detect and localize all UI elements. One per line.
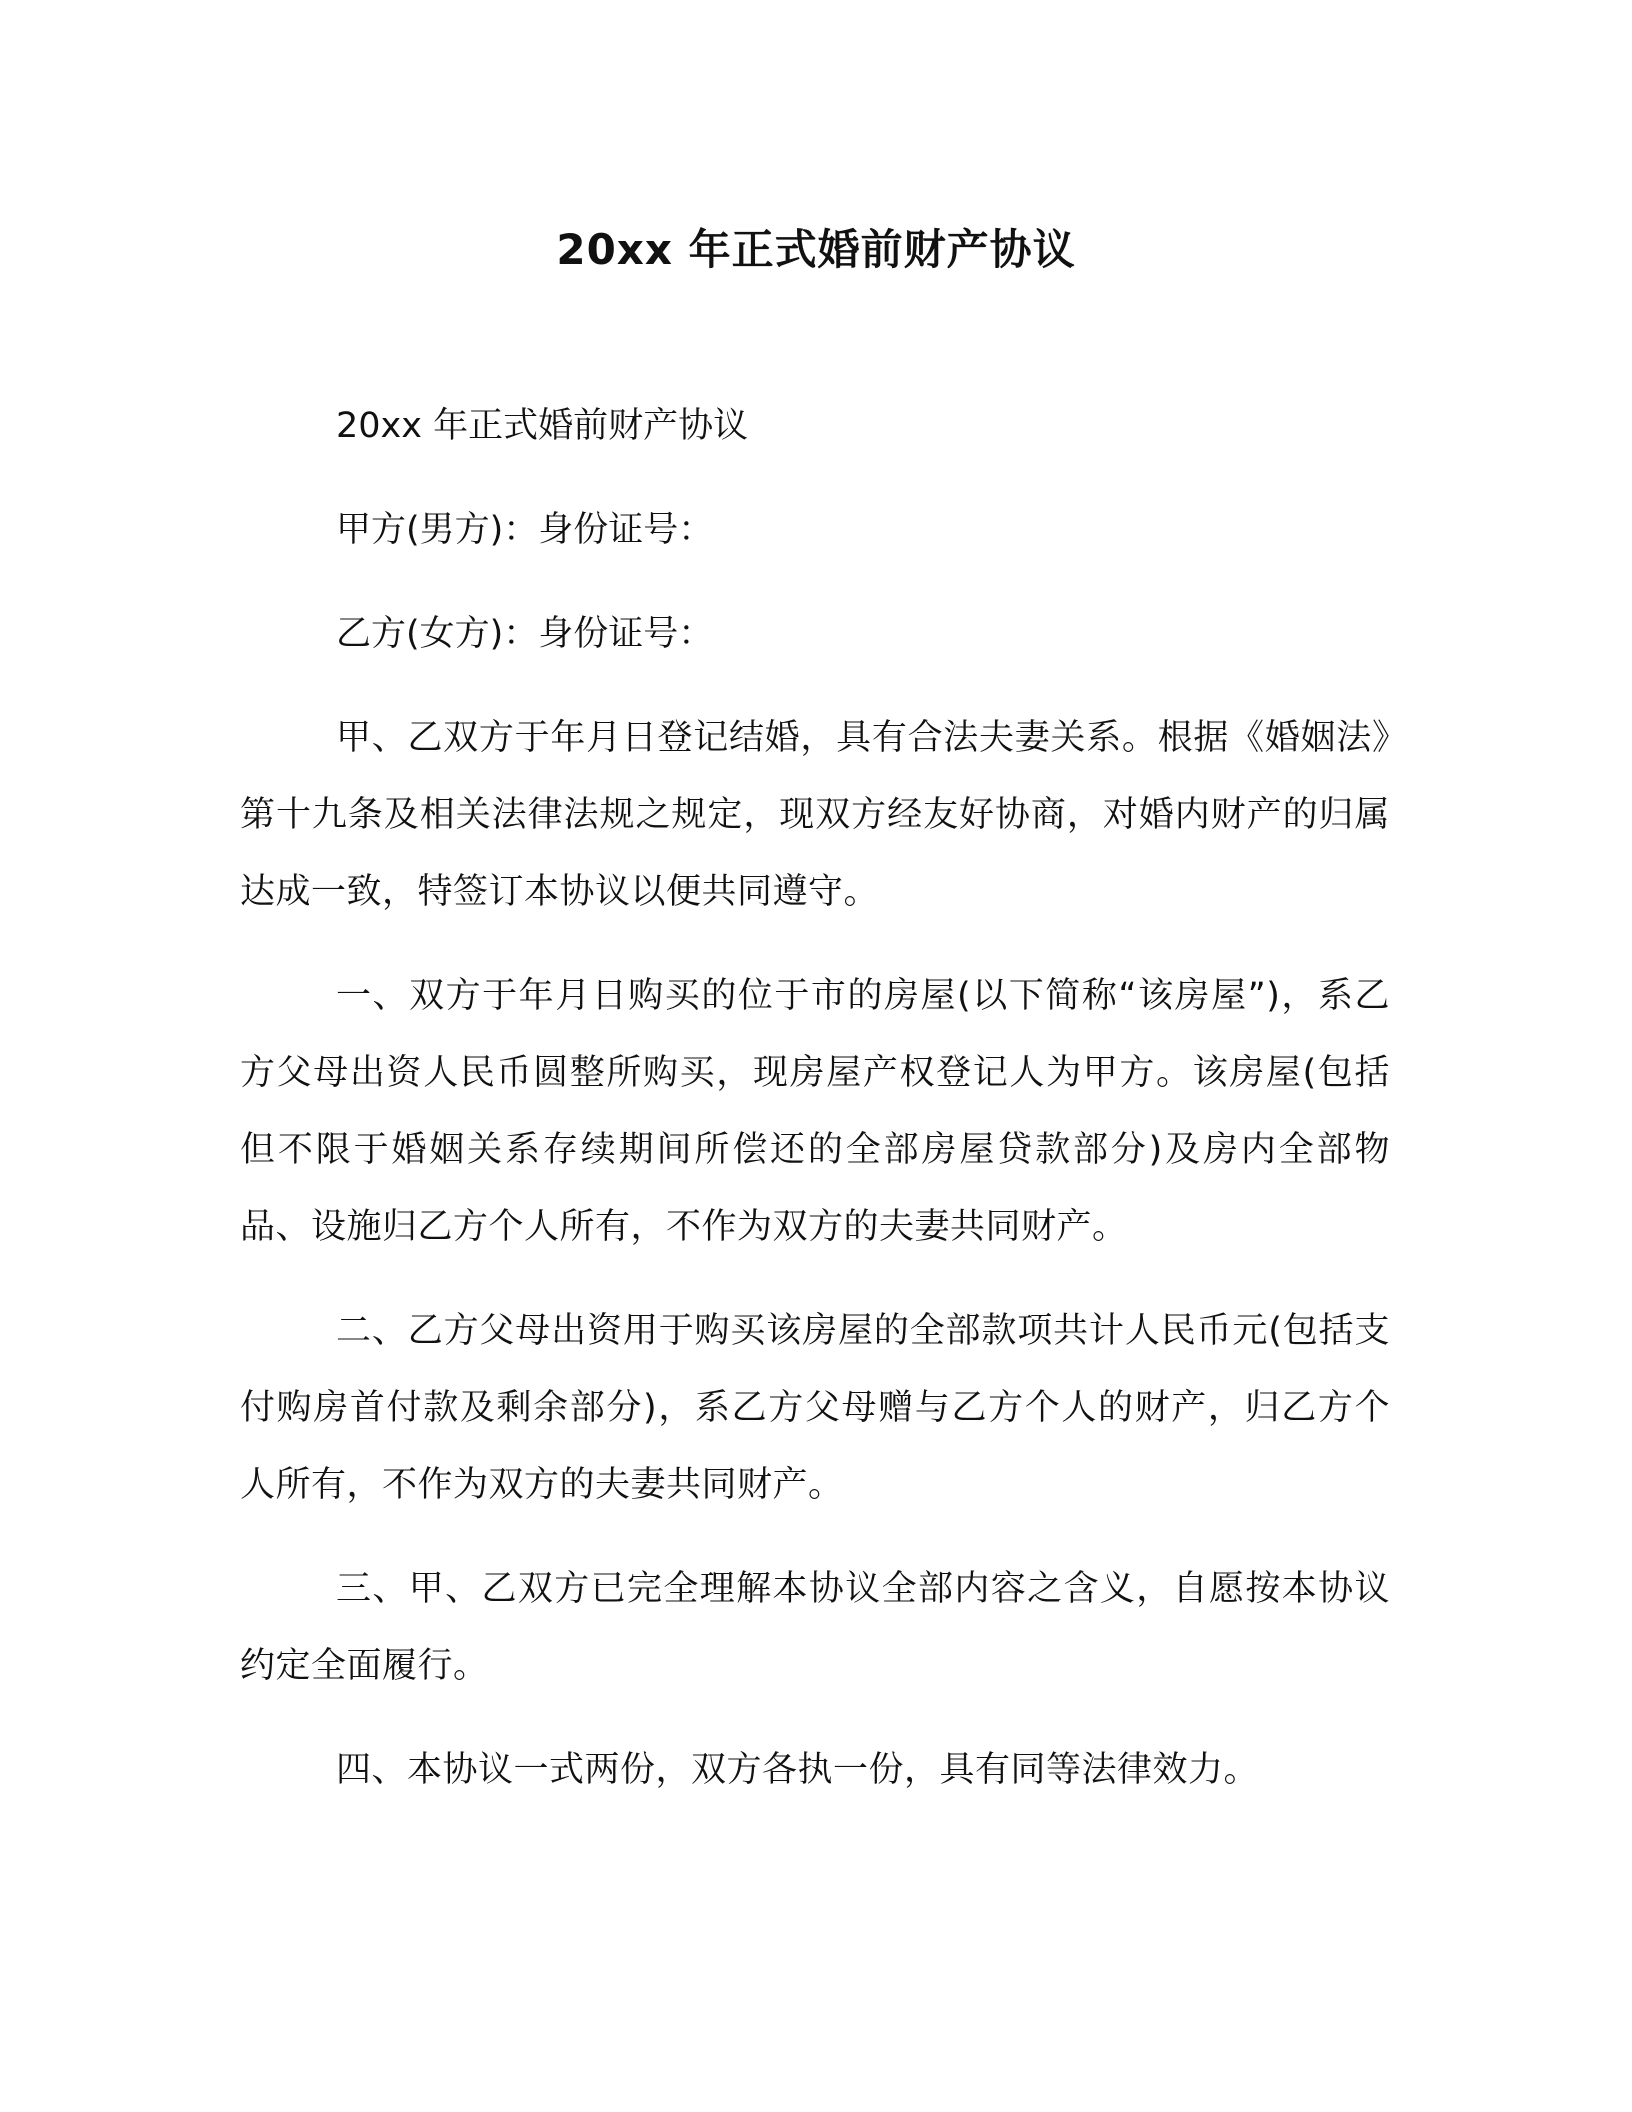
document-body	[240, 388, 1390, 1836]
party-b-line: 乙方(女方)：身份证号：	[336, 614, 714, 654]
clause-4-paragraph: 四、本协议一式两份，双方各执一份，具有同等法律效力。	[336, 1750, 1260, 1790]
party-a-line: 甲方(男方)：身份证号：	[336, 510, 714, 550]
document-subtitle: 20xx 年正式婚前财产协议	[336, 406, 749, 446]
clause-3-paragraph: 三、甲、乙双方已完全理解本协议全部内容之含义，自愿按本协议约定全面履行。	[240, 1569, 1390, 1686]
clause-1-paragraph: 一、双方于年月日购买的位于市的房屋(以下简称“该房屋”)，系乙方父母出资人民币圆整所购买，现房屋产权登记人为甲方。该房屋(包括但不限于婚姻关系存续期间所偿还的全部房屋贷款部分)及房内全部物品、设施归乙方个人所有，不作为双方的夫妻共同财产。	[240, 976, 1390, 1247]
document-title: 20xx 年正式婚前财产协议	[556, 225, 1076, 274]
preamble-paragraph: 甲、乙双方于年月日登记结婚，具有合法夫妻关系。根据《婚姻法》第十九条及相关法律法规之规定，现双方经友好协商，对婚内财产的归属达成一致，特签订本协议以便共同遵守。	[240, 718, 1390, 912]
clause-2-paragraph: 二、乙方父母出资用于购买该房屋的全部款项共计人民币元(包括支付购房首付款及剩余部分)，系乙方父母赠与乙方个人的财产，归乙方个人所有，不作为双方的夫妻共同财产。	[240, 1311, 1390, 1505]
